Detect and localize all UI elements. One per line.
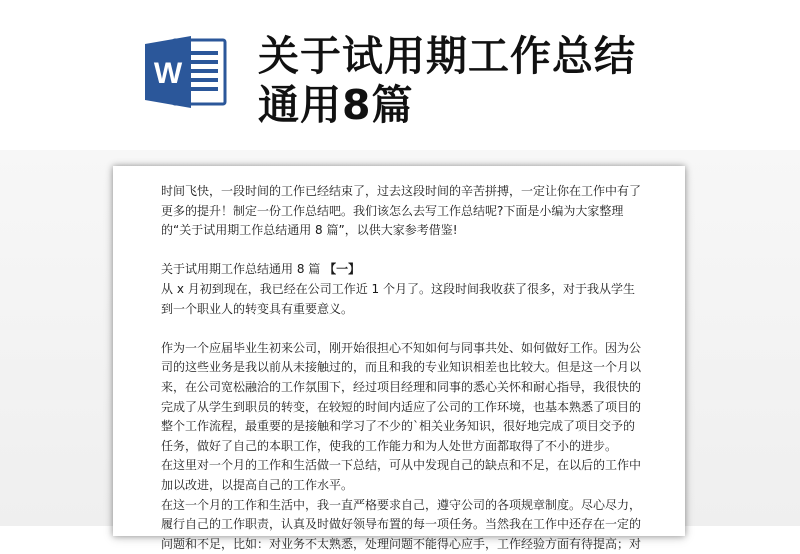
section-label: 【一】: [324, 262, 360, 276]
title-line-1: 关于试用期工作总结: [258, 32, 636, 80]
paragraph-2: 作为一个应届毕业生初来公司，刚开始很担心不知如何与同事共处、如何做好工作。因为公司的这些业务是我以前从未接触过的，而且和我的专业知识相差也比较大。但是这一个月以来，在公司宽松融洽的工作氛围下，经过项目经理和同事的悉心关怀和耐心指导，我很快的完成了从学生到职员的转变，在较短的时间内适应了公司的工作环境，也基本熟悉了项目的整个工作流程，最重要的是接触和学习了不少的`相关业务知识，很好地完成了项目交予的任务，做好了自己的本职工作，使我的工作能力和为人处世方面都取得了不小的进步。: [161, 339, 643, 457]
paragraph-4: 在这一个月的工作和生活中，我一直严格要求自己，遵守公司的各项规章制度。尽心尽力，履行自己的工作职责，认真及时做好领导布置的每一项任务。当然我在工作中还存在一定的问题和不足，比如：对业务不太熟悉，处理问题不能得心应手，工作经验方面有待提高；对: [161, 496, 643, 554]
paragraph-3: 在这里对一个月的工作和生活做一下总结，可从中发现自己的缺点和不足，在以后的工作中加以改进，以提高自己的工作水平。: [161, 456, 643, 495]
word-document-icon: [143, 34, 229, 110]
section-heading: [161, 260, 643, 280]
paragraph-1: 从 x 月初到现在，我已经在公司工作近 1 个月了。这段时间我收获了很多，对于我从学生到一个职业人的转变具有重要意义。: [161, 280, 643, 319]
header: [0, 0, 800, 150]
paragraph-spacer: [161, 319, 643, 339]
page-title: [258, 32, 728, 130]
document-page: [113, 166, 685, 536]
document-body: [161, 182, 643, 554]
paragraph-spacer: [161, 241, 643, 261]
title-line-2: 通用8篇: [258, 81, 414, 129]
section-title: 关于试用期工作总结通用 8 篇: [161, 262, 320, 276]
intro-paragraph: 时间飞快，一段时间的工作已经结束了，过去这段时间的辛苦拼搏，一定让你在工作中有了更多的提升！制定一份工作总结吧。我们该怎么去写工作总结呢?下面是小编为大家整理的“关于试用期工作总结通用 8 篇”，以供大家参考借鉴!: [161, 182, 643, 241]
word-icon-letter: W: [154, 57, 183, 90]
